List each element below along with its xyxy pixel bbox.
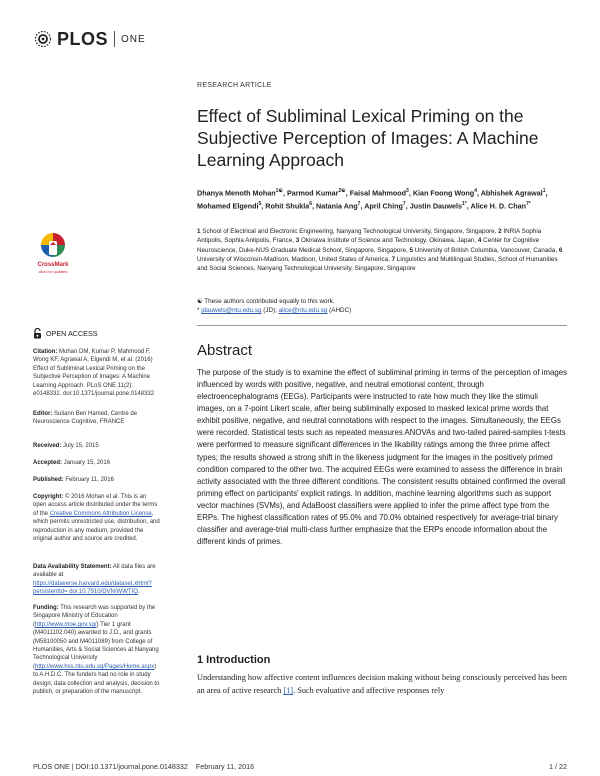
data-availability-label: Data Availability Statement: xyxy=(33,564,112,570)
received-date: July 15, 2015 xyxy=(63,443,99,449)
funding-text-2: ) Tier 1 grant (M4011102.040) awarded to J.D., and grants (M58100050 and M4011089) from College of Humanities, Arts & Social Sciences at Nanyang Technological University ( xyxy=(33,621,159,670)
journal-name: ONE xyxy=(121,33,146,45)
citation-label: Citation: xyxy=(33,349,58,355)
open-lock-icon xyxy=(33,328,42,339)
article-title: Effect of Subliminal Lexical Priming on the Subjective Perception of Images: A Machine Learning Approach xyxy=(197,106,539,170)
affiliation-number: 3 xyxy=(295,237,300,245)
affiliation-text: INRIA Sophia Antipolis, Sophia Antipolis, France, xyxy=(197,228,542,245)
funding-block xyxy=(33,604,161,696)
author-name: Parmod Kumar xyxy=(286,188,339,198)
logo-divider xyxy=(114,31,115,47)
received-label: Received: xyxy=(33,443,62,449)
affiliation-text: Linguistics and Multilingual Studies, School of Humanities and Social Sciences, Nanyang Technological University, Singapore, Singapore xyxy=(197,255,558,273)
author-affiliation-marker: 1 xyxy=(542,188,546,194)
introduction-body xyxy=(197,671,567,697)
affiliation-number: 6 xyxy=(558,246,563,254)
page-number: 1 / 22 xyxy=(549,762,567,771)
corresp-initials-ahdc: (AHDC) xyxy=(329,307,352,315)
author-name: Abhishek Agrawal xyxy=(480,188,543,198)
funding-text-3: ) to A.H.D.C. The funders had no role in study design, data collection and analysis, decision to publish, or preparation of the manuscript. xyxy=(33,663,160,696)
author-name: Mohamed Elgendi xyxy=(197,201,259,211)
editor-label: Editor: xyxy=(33,411,53,417)
abstract-body: The purpose of the study is to examine the effect of subliminal priming in terms of the perception of images influenced by words with positive, negative, and neutral emotional content, through electroencephalograms (EEGs). Participants were instructed to rate how much they like the stimuli images, on a 7-point Likert scale, after being subliminally exposed to masked lexical prime words that exhibit positive, negative, and neutral connotations with respect to the images. Simultaneously, the EEGs were recorded. Statistical tests such as repeated measures ANOVAs and two-tailed paired-samples t-tests were performed to measure significant differences in the likability ratings among the three prime affect types; the results showed a strong shift in the likeness judgment for the images in the positively primed condition compared to the other two. The acquired EEGs were examined to assess the difference in brain activity associated with the three different conditions. The consistent results obtained confirmed the overall priming effect on participants' explicit ratings. In addition, machine learning algorithms such as support vector machines (SVMs), and AdaBoost classifiers were applied to infer the prime affect type from the ERPs. The highest classification rates of 95.0% and 70.0% obtained respectively for average-trial binary classifier and average-trial multi-class further emphasize that the ERPs encode information about the different kinds of primes. xyxy=(197,368,568,547)
author-name: Dhanya Menoth Mohan xyxy=(197,188,276,198)
editor-text: Suliann Ben Hamed, Centre de Neuroscience Cognitive, FRANCE xyxy=(33,411,138,426)
author-name: Kian Foong Wong xyxy=(412,188,475,198)
copyright-text-end: , which permits unrestricted use, distribution, and reproduction in any medium, provided the original author and source are credited. xyxy=(33,510,160,543)
author-name: Alice H. D. Chan xyxy=(470,201,527,211)
introduction-heading: 1 Introduction xyxy=(197,654,271,666)
published-label: Published: xyxy=(33,477,64,483)
author-affiliation-marker: 7* xyxy=(526,200,531,207)
abstract-heading: Abstract xyxy=(197,342,253,359)
equal-contribution-note: ☯ These authors contributed equally to this work. xyxy=(197,298,335,305)
author-name: Rohit Shukla xyxy=(265,201,310,211)
data-availability-block xyxy=(33,563,161,597)
data-availability-end: . xyxy=(137,589,140,596)
open-access-badge xyxy=(33,328,98,339)
data-availability-text: All data files are available at xyxy=(33,564,156,579)
author-affiliation-marker: 6 xyxy=(309,200,312,207)
reference-link-1[interactable]: [1] xyxy=(283,686,294,695)
open-access-label: OPEN ACCESS xyxy=(46,329,98,338)
editor-block xyxy=(33,410,161,427)
author-name: April Ching xyxy=(364,201,403,211)
affiliation-text: University of Wisconsin-Madison, Madison, United States of America, xyxy=(197,255,390,263)
copyright-label: Copyright: xyxy=(33,494,64,500)
published-date: February 11, 2016 xyxy=(65,477,114,483)
copyright-block xyxy=(33,493,161,543)
author-affiliation-marker: 3 xyxy=(406,188,409,194)
received-block xyxy=(33,442,161,450)
affiliation-number: 7 xyxy=(391,255,396,263)
footer-citation: PLOS ONE | DOI:10.1371/journal.pone.0148332 February 11, 2016 xyxy=(33,762,255,771)
author-name: Justin Dauwels xyxy=(409,201,463,211)
correspondence-star: * xyxy=(197,307,200,315)
affiliation-number: 4 xyxy=(477,237,482,245)
affiliation-number: 1 xyxy=(197,228,201,235)
copyright-text: © 2016 Mohan et al. This is an open access article distributed under the terms of the xyxy=(33,494,158,517)
moe-link[interactable]: http://www.moe.gov.sg/ xyxy=(35,621,97,628)
correspondence-note xyxy=(197,306,567,315)
journal-logo xyxy=(33,27,146,51)
section-divider xyxy=(197,325,567,326)
author-list: Dhanya Menoth Mohan$^{1☯}$, Parmod Kumar$^{2☯}$, Faisal Mahmood$^3$, Kian Foong Wong$^4$, Abhishek Agrawal$^1$, Mohamed Elgendi$^5$, Rohit Shukla$^6$, Natania Ang$^7$, April Ching$^7$, Justin Dauwels$^{1*}$, Alice H. D. Chan$^{7*}$ xyxy=(197,188,548,211)
dataverse-link[interactable]: https://dataverse.harvard.edu/dataset.xhtml?persistentId= doi:10.7910/DVN/WWTIQ xyxy=(33,580,152,596)
author-name: Faisal Mahmood xyxy=(349,188,407,198)
author-affiliation-marker: 7 xyxy=(402,200,406,207)
author-affiliation-marker: 1☯ xyxy=(275,188,283,194)
funding-label: Funding: xyxy=(33,605,59,611)
author-affiliation-marker: 7 xyxy=(357,200,361,207)
published-block xyxy=(33,476,161,484)
affiliations xyxy=(197,227,567,273)
accepted-date: January 15, 2016 xyxy=(63,460,111,466)
accepted-block xyxy=(33,459,161,467)
hss-link[interactable]: http://www.hss.ntu.edu.sg/Pages/Home.aspx xyxy=(35,663,155,670)
crossmark-badge[interactable] xyxy=(33,232,73,274)
email-link-jd[interactable]: jdauwels@ntu.edu.sg xyxy=(201,307,262,315)
corresp-initials-jd: (JD); xyxy=(263,307,277,315)
affiliation-number: 5 xyxy=(409,246,413,254)
affiliation-number: 2 xyxy=(498,228,502,235)
accepted-label: Accepted: xyxy=(33,460,63,466)
plos-logo-icon xyxy=(33,29,53,49)
license-link[interactable]: Creative Commons Attribution License xyxy=(49,510,152,517)
affiliation-text: Okinawa Institute of Science and Technology, Okinawa, Japan, xyxy=(300,237,477,245)
intro-text-cont: . Such evaluative and affective responses rely xyxy=(293,686,445,695)
citation-text: Mohan DM, Kumar P, Mahmood F, Wong KF, Agrawal A, Elgendi M, et al. (2016) Effect of Subliminal Lexical Priming on the Subjective Perception of Images: A Machine Learning Approach. PLoS ONE 11(2): e0148332. doi:10.1371/journal.pone.0148332 xyxy=(33,349,155,398)
author-notes xyxy=(197,297,567,316)
author-affiliation-marker: 5 xyxy=(258,200,262,207)
author-affiliation-marker: 1* xyxy=(462,200,467,207)
author-affiliation-marker: 2☯ xyxy=(338,188,346,194)
intro-text: Understanding how affective content influences decision making without being consciously perceived has been an area of active research xyxy=(197,673,567,695)
crossmark-sublabel: click for updates xyxy=(38,269,68,274)
affiliation-text: Center for Cognitive Neuroscience, Duke-NUS Graduate Medical School, Singapore, Singapore, xyxy=(197,237,540,254)
funding-text: This research was supported by the Singapore Ministry of Education ( xyxy=(33,605,156,628)
affiliation-text: University of British Columbia, Vancouver, Canada, xyxy=(414,246,558,254)
author-name: Natania Ang xyxy=(316,201,358,211)
article-type-label: RESEARCH ARTICLE xyxy=(197,82,272,89)
crossmark-icon xyxy=(40,232,66,262)
email-link-ahdc[interactable]: alice@ntu.edu.sg xyxy=(278,307,328,315)
author-affiliation-marker: 4 xyxy=(474,188,477,194)
affiliation-text: School of Electrical and Electronic Engineering, Nanyang Technological University, Singapore, Singapore, xyxy=(202,228,497,235)
brand-name: PLOS xyxy=(57,28,109,49)
citation-block xyxy=(33,348,161,398)
crossmark-label: CrossMark xyxy=(37,262,69,268)
